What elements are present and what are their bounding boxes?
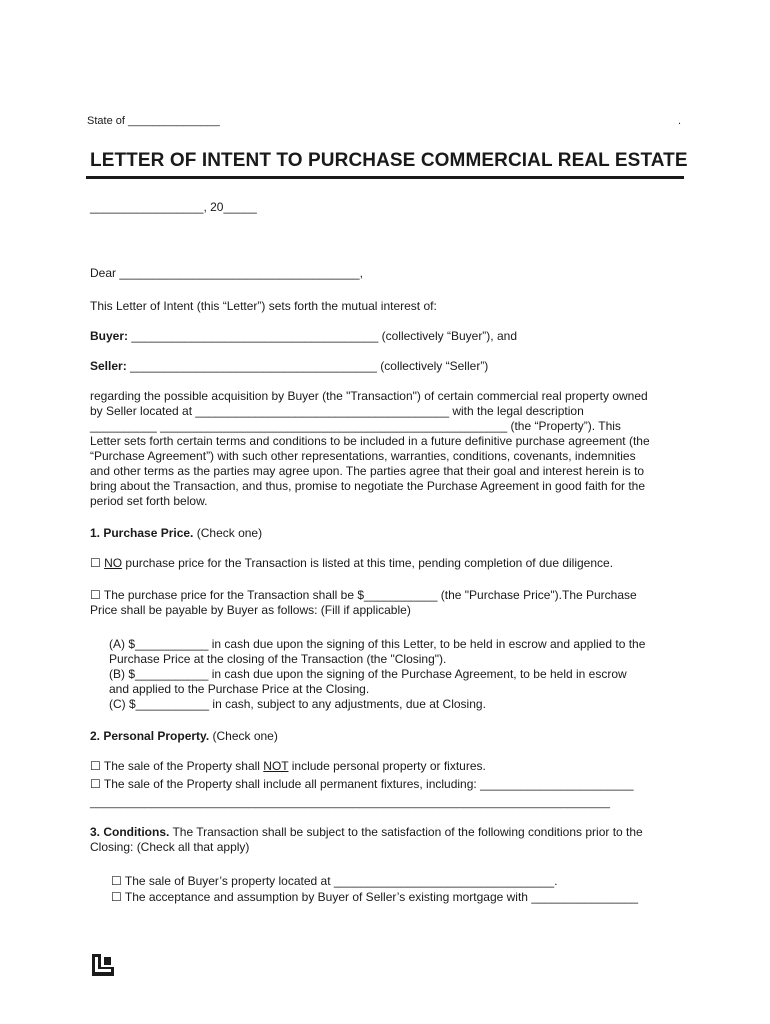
document-title: LETTER OF INTENT TO PURCHASE COMMERCIAL REAL ESTATE bbox=[90, 150, 688, 171]
payment-line: and applied to the Purchase Price at the Closing. bbox=[109, 682, 370, 696]
intro-text: This Letter of Intent (this “Letter”) sets forth the mutual interest of: bbox=[90, 299, 437, 313]
section3-heading: 3. Conditions. The Transaction shall be subject to the satisfaction of the following conditions prior to the bbox=[90, 825, 643, 839]
paragraph-line: by Seller located at ______________________________________ with the legal description bbox=[90, 404, 584, 418]
payment-line: (C) $___________ in cash, subject to any adjustments, due at Closing. bbox=[109, 697, 486, 711]
option-no-purchase-price[interactable]: ☐ NO purchase price for the Transaction is listed at this time, pending completion of due diligence. bbox=[90, 556, 614, 570]
seller-label: Seller: bbox=[90, 359, 127, 373]
checkbox[interactable]: ☐ bbox=[90, 556, 105, 570]
buyer-text: _____________________________________ (collectively “Buyer”), and bbox=[128, 329, 517, 343]
state-line: State of _______________ bbox=[87, 115, 220, 127]
buyer-label: Buyer: bbox=[90, 329, 129, 343]
paragraph-line: __________ ____________________________________________________ (the “Property”). This bbox=[90, 419, 621, 433]
option-include-fixtures[interactable]: ☐ The sale of the Property shall include all permanent fixtures, including: _______________________ bbox=[90, 777, 634, 791]
date-line: _________________, 20_____ bbox=[90, 200, 257, 214]
payment-line: (B) $___________ in cash due upon the signing of the Purchase Agreement, to be held in escrow bbox=[109, 667, 627, 681]
payment-line: Purchase Price at the closing of the Transaction (the "Closing"). bbox=[109, 652, 447, 666]
section3-text: Closing: (Check all that apply) bbox=[90, 840, 250, 854]
title-underline bbox=[86, 176, 684, 179]
condition-option[interactable]: ☐ The sale of Buyer’s property located at _________________________________. bbox=[111, 874, 558, 888]
section1-heading: 1. Purchase Price. (Check one) bbox=[90, 526, 263, 540]
condition-option[interactable]: ☐ The acceptance and assumption by Buyer of Seller’s existing mortgage with ________________ bbox=[111, 890, 639, 904]
paragraph-line: “Purchase Agreement”) with such other representations, warranties, conditions, covenants, indemnities bbox=[90, 449, 636, 463]
paragraph-line: Letter sets forth certain terms and conditions to be included in a future definitive purchase agreement (the bbox=[90, 434, 650, 448]
seller-line bbox=[90, 359, 488, 374]
seller-text: _____________________________________ (collectively “Seller”) bbox=[126, 359, 489, 373]
payment-line: (A) $___________ in cash due upon the signing of this Letter, to be held in escrow and applied to the bbox=[109, 637, 646, 651]
paragraph-line: bring about the Transaction, and thus, promise to negotiate the Purchase Agreement in good faith for the bbox=[90, 479, 646, 493]
salutation: Dear ____________________________________, bbox=[90, 266, 363, 280]
option-include-fixtures-continued: _____________________________________________________________________________________ bbox=[90, 797, 611, 809]
paragraph-line: and other terms as the parties may agree upon. The parties agree that their goal and interest herein is to bbox=[90, 464, 645, 478]
section2-heading: 2. Personal Property. (Check one) bbox=[90, 729, 278, 743]
paragraph-line: period set forth below. bbox=[90, 494, 208, 508]
state-line-end: . bbox=[678, 115, 682, 127]
option-line: Price shall be payable by Buyer as follows: (Fill if applicable) bbox=[90, 603, 411, 617]
option-no-personal-property[interactable]: ☐ The sale of the Property shall NOT include personal property or fixtures. bbox=[90, 759, 486, 773]
option-line[interactable]: ☐ The purchase price for the Transaction shall be $___________ (the "Purchase Price").The Purchase bbox=[90, 588, 637, 602]
brand-logo-icon bbox=[92, 954, 114, 976]
buyer-line bbox=[90, 329, 517, 344]
paragraph-line: regarding the possible acquisition by Buyer (the "Transaction") of certain commercial real property owned bbox=[90, 389, 648, 403]
